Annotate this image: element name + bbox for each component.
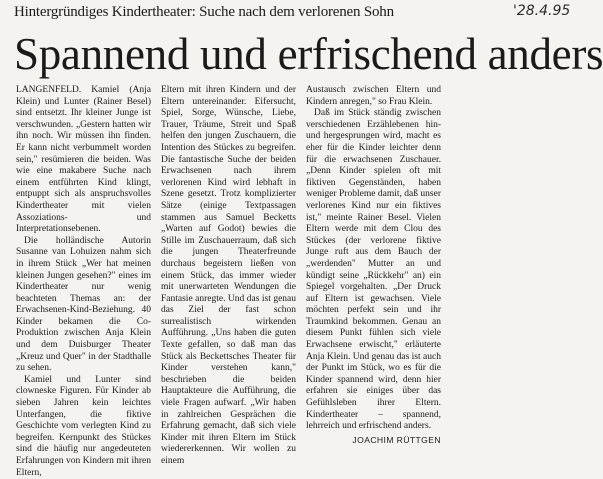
paragraph: Eltern mit ihren Kindern und der Eltern untereinander. Eifersucht, Spiel, Sorge, Wünsche, Liebe, Trauer, Träume, Streit und Spaß helfen den jungen Zuschauern, die Intention des Stückes zu begreifen. Die fantastische Suche der beiden Erwachsenen nach ihrem verlorenen Kind wird lebhaft in Szene gesetzt. Trotz komplizierter Sätze (einige Textpassagen stammen aus Samuel Becketts „Warten auf Godot) bewies die Stille im Zuschauerraum, daß sich die jungen Theaterfreunde durchaus begeistern ließen von einem Stück, das immer wieder mit unerwarteten Wendungen die Fantasie anregte. Und das ist genau das Ziel der fast schon surrealistisch wirkenden Aufführung. „Uns haben die guten Texte gefallen, so daß man das Stück als Beckettsches Theater für Kinder verstehen kann," beschrieben die beiden Hauptakteure die Aufführung, die viele Fragen aufwarf. „Wir haben in zahlreichen Gesprächen die Erfahrung gemacht, daß sich viele Kinder mit ihren Eltern im Stück wiedererkennen. Wir wollen zu einem — [161, 85, 296, 466]
article-headline: Spannend und erfrischend anders — [14, 29, 603, 79]
article-column-3 — [306, 85, 441, 445]
paragraph: Die holländische Autorin Susanne van Lohuizen nahm sich in ihrem Stück „Wer hat meinen kleinen Jungen gesehen?" eines im Kindertheater nur wenig beachteten Themas an: der Erwachsenen-Kind-Beziehung. 40 Kinder bekamen die Co-Produktion zwischen Anja Klein und dem Duisburger Theater „Kreuz und Quer" in der Stadthalle zu sehen. — [16, 235, 151, 374]
paragraph: Austausch zwischen Eltern und Kindern anregen," so Frau Klein. — [306, 85, 441, 107]
article-column-1 — [16, 85, 151, 478]
paragraph: Kamiel und Lunter sind clowneske Figuren. Für Kinder ab sieben Jahren kein leichtes Unterfangen, die fiktive Geschichte vom verlegten Kind zu begreifen. Kernpunkt des Stückes sind die häufig nur angedeuteten Erfahrungen von Kindern mit ihren Eltern, — [16, 374, 151, 478]
handwritten-date: '28.4.95 — [513, 3, 571, 19]
article-body — [16, 85, 590, 478]
paragraph: LANGENFELD. Kamiel (Anja Klein) und Lunter (Rainer Besel) sind entsetzt. Ihr kleiner Junge ist verschwunden. „Gestern hatten wir ihn noch. Wir müssen ihn finden. Er kann nicht verbummelt worden sein," resümieren die beiden. Was wie eine makabere Suche nach einem entführten Kind klingt, entpuppt sich als anspruchsvolles Kindertheater mit vielen Assoziations- und Interpretationsebenen. — [16, 85, 151, 235]
paragraph: Daß im Stück ständig zwischen verschiedenen Erzählebenen hin- und hergesprungen wird, macht es eher für die Kinder leichter denn für die erwachsenen Zuschauer. „Denn Kinder spielen oft mit fiktiven Gegenständen, haben weniger Probleme damit, daß unser verlorenes Kind nur ein fiktives ist," meinte Rainer Besel. Vielen Eltern werde mit dem Clou des Stückes (der verlorene fiktive Junge ruft aus dem Bauch der „werdenden" Mutter an und kündigt seine „Rückkehr" an) ein Spiegel vorgehalten. „Der Druck auf Eltern ist gewachsen. Viele möchten perfekt sein und ihr Traumkind bekommen. Genau an diesem Punkt fühlen sich viele Erwachsene erwischt," erläuterte Anja Klein. Und genau das ist auch der Punkt im Stück, wo es für die Kinder spannend wird, denn hier erfahren sie einiges über das Gefühlsleben ihrer Eltern. Kindertheater – spannend, lehrreich und erfrischend anders. — [306, 108, 441, 432]
article-column-2 — [161, 85, 296, 466]
article-kicker: Hintergründiges Kindertheater: Suche nach dem verlorenen Sohn — [14, 4, 394, 20]
byline: JOACHIM RÜTTGEN — [352, 434, 441, 445]
